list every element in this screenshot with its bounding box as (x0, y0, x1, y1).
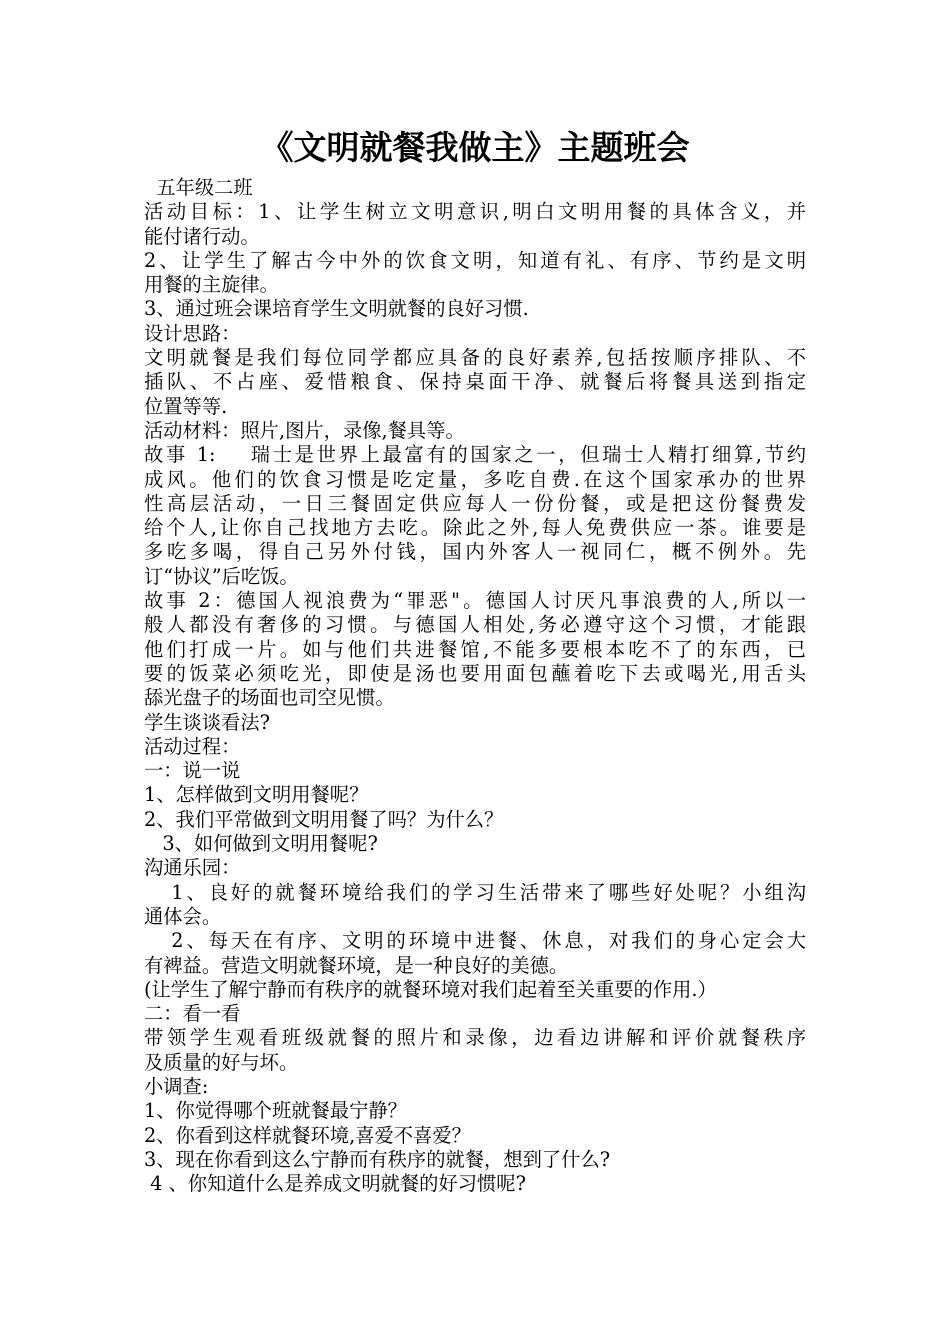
text-line: 要的饭菜必须吃光，即使是汤也要用面包蘸着吃下去或喝光,用舌头 (144, 661, 806, 685)
text-line: 舔光盘子的场面也司空见惯。 (144, 686, 395, 710)
text-line: 订“协议”后吃饭。 (144, 564, 299, 588)
text-line: 位置等等. (144, 394, 228, 418)
text-line: 1、怎样做到文明用餐呢？ (144, 783, 369, 807)
text-line: 2、你看到这样就餐环境,喜爱不喜爱？ (144, 1123, 471, 1147)
text-line: 通体会。 (144, 904, 222, 928)
text-line: 能付诸行动。 (144, 224, 260, 248)
text-line: 设计思路： (144, 321, 241, 345)
text-line: 成风。他们的饮食习惯是吃定量，多吃自费.在这个国家承办的世界 (144, 467, 806, 491)
text-line: 2、每天在有序、文明的环境中进餐、休息，对我们的身心定会大 (144, 929, 806, 953)
text-line: 3、如何做到文明用餐呢? (144, 832, 378, 856)
text-line: 有裨益。营造文明就餐环境，是一种良好的美德。 (144, 953, 569, 977)
text-line: 活动过程： (144, 734, 241, 758)
text-line: 小调查: (144, 1074, 209, 1098)
text-line: 故事 2：德国人视浪费为“罪恶"。德国人讨厌凡事浪费的人,所以一 (144, 589, 806, 613)
text-line: 他们打成一片。如与他们共进餐馆,不能多要根本吃不了的东西，已 (144, 637, 806, 661)
text-line: 4 、你知道什么是养成文明就餐的好习惯呢? (144, 1172, 526, 1196)
text-line: 2、让学生了解古今中外的饮食文明，知道有礼、有序、节约是文明 (144, 248, 806, 272)
text-line: 故事 1: 瑞士是世界上最富有的国家之一，但瑞士人精打细算,节约 (144, 443, 806, 467)
text-line: 活动材料：照片,图片，录像,餐具等。 (144, 418, 465, 442)
text-line: 及质量的好与坏。 (144, 1050, 299, 1074)
text-line: 性高层活动，一日三餐固定供应每人一份份餐，或是把这份餐费发 (144, 491, 806, 515)
document-title: 《文明就餐我做主》主题班会 (260, 128, 690, 167)
text-line: 3、通过班会课培育学生文明就餐的良好习惯. (144, 297, 529, 321)
document-body (144, 176, 806, 1196)
text-line: 五年级二班 (144, 176, 253, 199)
text-line: 活动目标：1、让学生树立文明意识,明白文明用餐的具体含义，并 (144, 200, 806, 224)
text-line: 3、现在你看到这么宁静而有秩序的就餐，想到了什么? (144, 1147, 611, 1171)
text-line: 1、你觉得哪个班就餐最宁静？ (144, 1099, 407, 1123)
text-line: 1、良好的就餐环境给我们的学习生活带来了哪些好处呢？小组沟 (144, 880, 806, 904)
text-line: 2、我们平常做到文明用餐了吗？为什么？ (144, 807, 504, 831)
text-line: 二：看一看 (144, 1002, 241, 1026)
text-line: 学生谈谈看法? (144, 710, 271, 734)
text-line: 一：说一说 (144, 759, 241, 783)
text-line: 插队、不占座、爱惜粮食、保持桌面干净、就餐后将餐具送到指定 (144, 370, 806, 394)
text-line: 般人都没有奢侈的习惯。与德国人相处,务必遵守这个习惯，才能跟 (144, 613, 806, 637)
text-line: 用餐的主旋律。 (144, 273, 279, 297)
text-line: (让学生了解宁静而有秩序的就餐环境对我们起着至关重要的作用.） (144, 977, 717, 1001)
text-line: 沟通乐园： (144, 856, 241, 880)
text-line: 文明就餐是我们每位同学都应具备的良好素养,包括按顺序排队、不 (144, 346, 806, 370)
text-line: 多吃多喝，得自己另外付钱，国内外客人一视同仁，概不例外。先 (144, 540, 806, 564)
text-line: 带领学生观看班级就餐的照片和录像，边看边讲解和评价就餐秩序 (144, 1026, 806, 1050)
text-line: 给个人,让你自己找地方去吃。除此之外,每人免费供应一茶。谁要是 (144, 516, 806, 540)
